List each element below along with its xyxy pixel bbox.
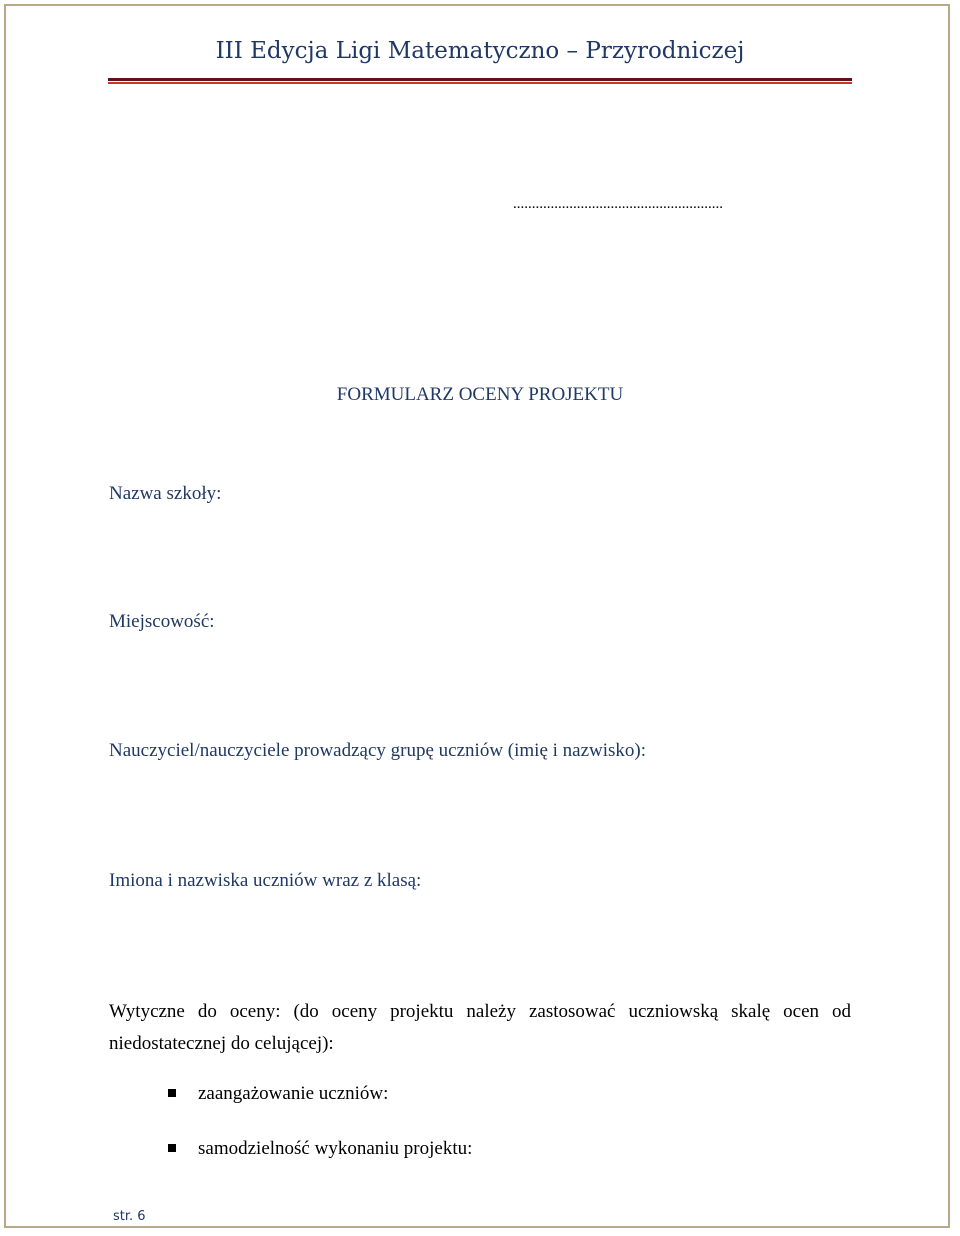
header-title: III Edycja Ligi Matematyczno – Przyrodniczej [215,38,745,64]
school-name-label: Nazwa szkoły: [109,483,222,504]
square-bullet-icon [168,1144,176,1152]
signature-dots-line: ........................................................ [513,196,723,212]
location-label: Miejscowość: [109,611,215,632]
guidelines-paragraph: Wytyczne do oceny: (do oceny projektu należy zastosować uczniowską skalę ocen od niedostatecznej do celującej): [109,1001,851,1054]
header-rule-accent [108,82,852,84]
teachers-label: Nauczyciel/nauczyciele prowadzący grupę uczniów (imię i nazwisko): [109,740,647,761]
students-label: Imiona i nazwiska uczniów wraz z klasą: [109,870,422,891]
header-rule [108,78,852,81]
criteria-label: samodzielność wykonaniu projektu: [198,1138,473,1159]
form-title: FORMULARZ OCENY PROJEKTU [336,384,624,405]
page-number: str. 6 [113,1209,146,1224]
square-bullet-icon [168,1089,176,1097]
criteria-label: zaangażowanie uczniów: [198,1083,389,1104]
